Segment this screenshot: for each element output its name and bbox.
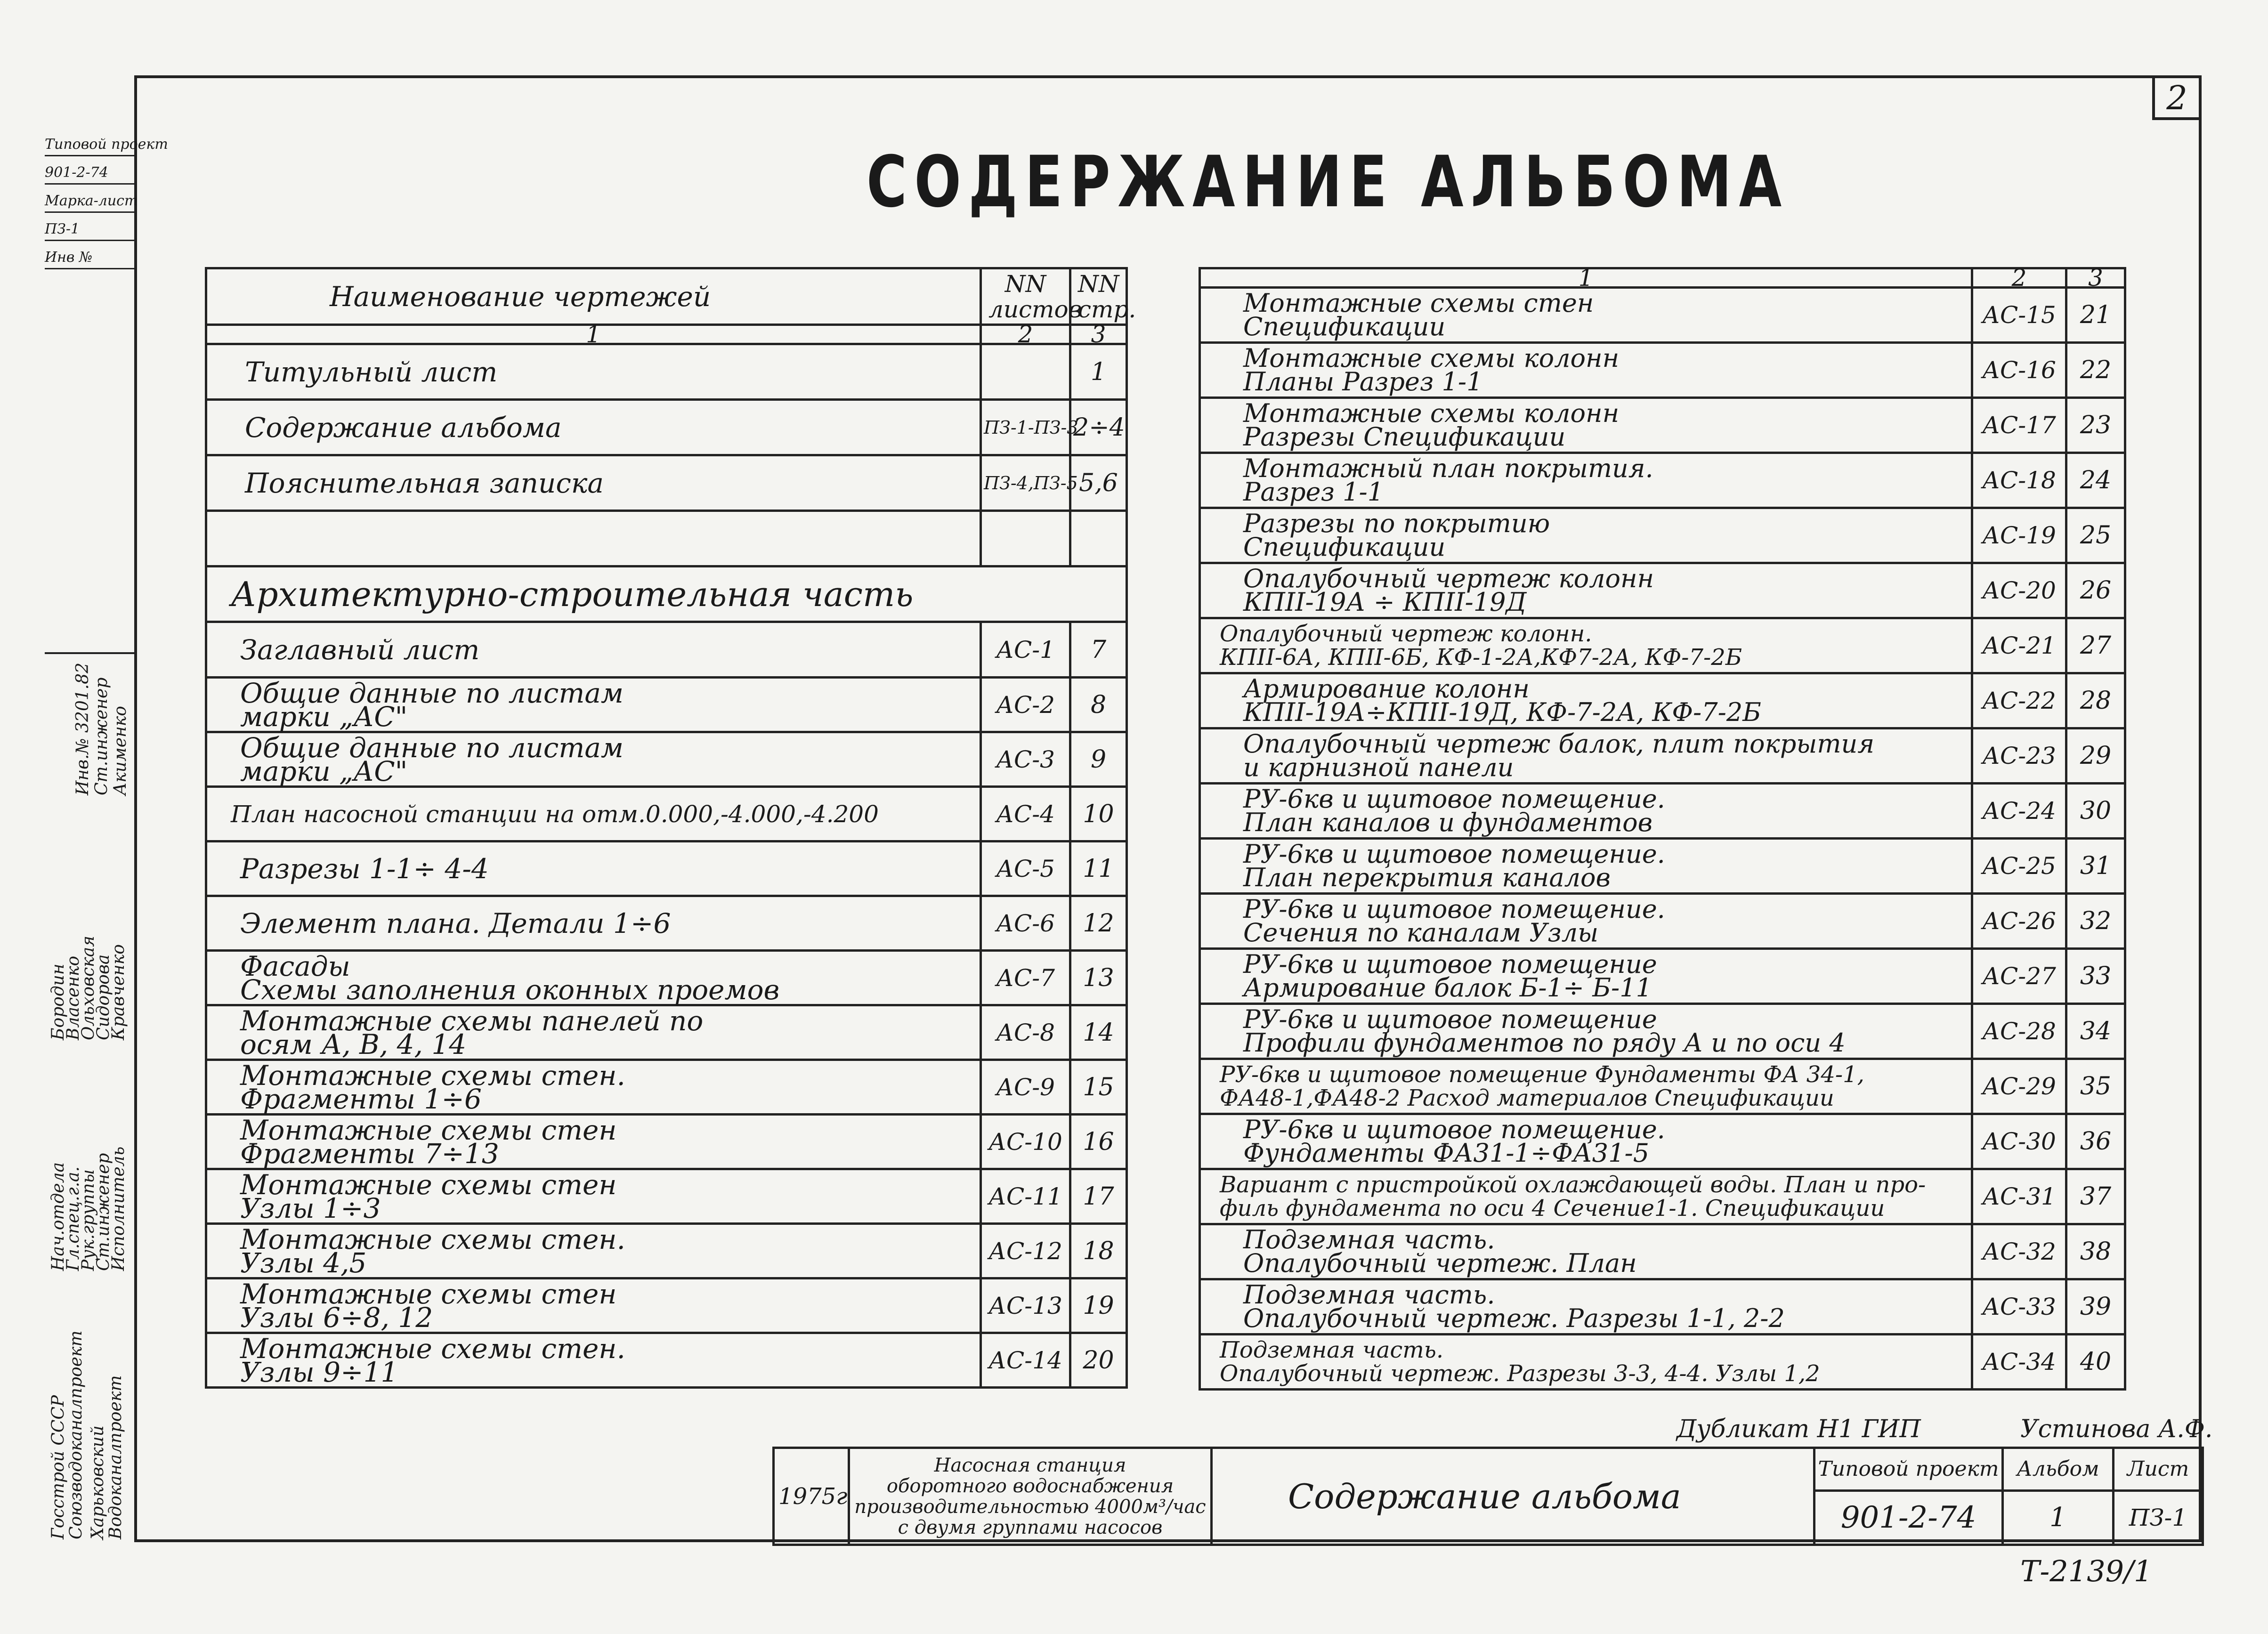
- row-name-line-2: Спецификации: [1243, 312, 1446, 341]
- table-row: [1200, 343, 2125, 398]
- row-name: Заглавный лист: [206, 622, 981, 678]
- row-page: 9: [1070, 732, 1127, 787]
- tb-list: [2114, 1448, 2203, 1545]
- row-page: 12: [1070, 896, 1127, 951]
- contents-table-right: [1199, 264, 2126, 1391]
- row-page: 24: [2066, 453, 2125, 508]
- row-name-line-1: Монтажные схемы стен.: [240, 1332, 625, 1365]
- row-name-line-2: и карнизной панели: [1243, 752, 1514, 782]
- row-name-line-2: Разрез 1-1: [1243, 477, 1384, 507]
- row-name-line-1: РУ-6кв и щитовое помещение Фундаменты ФА 34-1,: [1220, 1061, 1864, 1088]
- row-name-line-1: Опалубочный чертеж балок, плит покрытия: [1243, 729, 1875, 759]
- row-name-line-1: Монтажные схемы панелей по: [240, 1004, 704, 1037]
- org-line-2: Союзводоканалпроект: [66, 1330, 86, 1539]
- row-code: ПЗ-4,ПЗ-5: [981, 455, 1070, 511]
- row-page: 11: [1070, 841, 1127, 896]
- row-name: [206, 1278, 981, 1333]
- table-row: [1200, 618, 2125, 673]
- stamp-inv: Инв.№ 3201.82: [73, 663, 92, 795]
- row-page: 35: [2066, 1059, 2125, 1114]
- row-code: АС-33: [1972, 1279, 2066, 1335]
- row-name-line-1: Опалубочный чертеж колонн.: [1220, 621, 1592, 647]
- row-code: ПЗ-1-ПЗ-3: [981, 400, 1070, 455]
- row-name: [206, 511, 981, 566]
- row-name: [1200, 508, 1972, 563]
- row-code: АС-8: [981, 1005, 1070, 1060]
- table-row: [1200, 1114, 2125, 1169]
- table-row: [206, 1060, 1127, 1115]
- row-code: АС-1: [981, 622, 1070, 678]
- table-row: [1200, 839, 2125, 894]
- table-row: [206, 841, 1127, 896]
- row-page: 10: [1070, 787, 1127, 841]
- row-name: [1200, 1114, 1972, 1169]
- row-code: [981, 344, 1070, 400]
- tb-typ: [1814, 1448, 2003, 1545]
- org-line-4: Водоканалпроект: [106, 1375, 125, 1539]
- stamp-role: Ст.инженер: [92, 677, 111, 795]
- row-name-line-2: КПII-19А ÷ КПII-19Д: [1243, 587, 1527, 617]
- row-name: [1200, 839, 1972, 894]
- tb-desc-2: оборотного водоснабжения: [886, 1475, 1174, 1497]
- row-name-line-1: Общие данные по листам: [240, 677, 624, 709]
- row-name-line-2: Фрагменты 7÷13: [240, 1137, 499, 1170]
- row-name-line-1: Подземная часть.: [1220, 1337, 1444, 1363]
- row-name: [206, 1060, 981, 1115]
- row-code: АС-17: [1972, 398, 2066, 453]
- side-label-3: Марка-лист: [45, 191, 134, 213]
- tb-album-label: Альбом: [2004, 1449, 2112, 1492]
- row-page: 20: [1070, 1333, 1127, 1388]
- row-name-line-2: Сечения по каналам Узлы: [1243, 918, 1599, 947]
- row-name-line-1: Монтажные схемы стен: [240, 1114, 617, 1146]
- row-page: 1: [1070, 344, 1127, 400]
- row-name-line-2: Планы Разрез 1-1: [1243, 367, 1483, 396]
- row-page: 27: [2066, 618, 2125, 673]
- row-code: АС-4: [981, 787, 1070, 841]
- tb-list-label: Лист: [2114, 1449, 2202, 1492]
- row-page: 18: [1070, 1224, 1127, 1278]
- row-page: 37: [2066, 1169, 2125, 1224]
- row-name: Пояснительная записка: [206, 455, 981, 511]
- role-5: Исполнитель: [109, 1146, 128, 1271]
- tb-typ-label: Типовой проект: [1815, 1449, 2001, 1492]
- colnum-row: [1200, 268, 2125, 288]
- tb-sheet-title: Содержание альбома: [1212, 1448, 1814, 1545]
- row-name-line-1: РУ-6кв и щитовое помещение: [1243, 949, 1657, 979]
- contents-table-left: [205, 267, 1136, 1389]
- table-row: [1200, 1004, 2125, 1059]
- row-name-line-2: Схемы заполнения оконных проемов: [240, 973, 780, 1006]
- row-page: 17: [1070, 1169, 1127, 1224]
- row-code: АС-15: [1972, 288, 2066, 343]
- row-name-line-2: Фрагменты 1÷6: [240, 1083, 482, 1115]
- row-code: АС-16: [1972, 343, 2066, 398]
- row-code: АС-5: [981, 841, 1070, 896]
- row-name-line-2: Узлы 4,5: [240, 1246, 367, 1279]
- table-row: [1200, 894, 2125, 949]
- row-code: АС-21: [1972, 618, 2066, 673]
- row-name: [206, 1169, 981, 1224]
- row-code: АС-28: [1972, 1004, 2066, 1059]
- tb-album-value: 1: [2049, 1502, 2066, 1533]
- row-page: 38: [2066, 1224, 2125, 1279]
- tb-album: [2003, 1448, 2114, 1545]
- row-page: 23: [2066, 398, 2125, 453]
- table-row: [206, 896, 1127, 951]
- row-name: [1200, 563, 1972, 618]
- row-name-line-1: Монтажные схемы колонн: [1243, 398, 1620, 428]
- section-row: [206, 566, 1127, 622]
- row-name: Элемент плана. Детали 1÷6: [206, 896, 981, 951]
- row-code: АС-7: [981, 951, 1070, 1005]
- row-name-line-2: Фундаменты ФА31-1÷ФА31-5: [1243, 1138, 1650, 1168]
- table-row: [1200, 1224, 2125, 1279]
- row-name-line-2: КПII-6А, КПII-6Б, КФ-1-2А,КФ7-2А, КФ-7-2Б: [1220, 644, 1742, 671]
- tb-typ-value: 901-2-74: [1840, 1500, 1976, 1535]
- row-name-line-1: Монтажные схемы стен: [1243, 288, 1594, 318]
- row-name-line-1: РУ-6кв и щитовое помещение.: [1243, 894, 1665, 924]
- side-label-1: Типовой проект: [45, 134, 134, 156]
- row-name-line-2: марки „АС": [240, 755, 408, 787]
- row-code: АС-22: [1972, 673, 2066, 728]
- header-name: Наименование чертежей: [206, 268, 981, 325]
- row-page: 30: [2066, 784, 2125, 839]
- duplicate-note: Дубликат Н1 ГИП: [1677, 1415, 1921, 1443]
- row-name: План насосной станции на отм.0.000,-4.000,-4.200: [206, 787, 981, 841]
- row-code: АС-18: [1972, 453, 2066, 508]
- header-pages: NN стр.: [1070, 268, 1127, 325]
- name-4: Сидорова: [94, 954, 113, 1040]
- table-row: [206, 951, 1127, 1005]
- row-code: АС-14: [981, 1333, 1070, 1388]
- row-code: АС-26: [1972, 894, 2066, 949]
- table-row: [1200, 288, 2125, 343]
- row-name: [1200, 1059, 1972, 1114]
- row-code: АС-6: [981, 896, 1070, 951]
- row-name: [1200, 784, 1972, 839]
- row-page: 40: [2066, 1335, 2125, 1390]
- row-name-line-2: осям А, В, 4, 14: [240, 1028, 467, 1060]
- table-row: [1200, 728, 2125, 784]
- row-name: Содержание альбома: [206, 400, 981, 455]
- row-code: [981, 511, 1070, 566]
- row-name: [206, 732, 981, 787]
- role-2: Гл.спец.г.а.: [64, 1166, 83, 1271]
- row-name: [1200, 894, 1972, 949]
- row-page: 21: [2066, 288, 2125, 343]
- row-name-line-2: Армирование балок Б-1÷ Б-11: [1243, 973, 1652, 1003]
- row-name: [1200, 398, 1972, 453]
- table-row: [1200, 949, 2125, 1004]
- row-name-line-1: Общие данные по листам: [240, 731, 624, 764]
- row-name-line-2: Опалубочный чертеж. Разрезы 1-1, 2-2: [1243, 1303, 1785, 1333]
- duplicate-signer: Устинова А.Ф.: [2020, 1415, 2213, 1443]
- row-code: АС-31: [1972, 1169, 2066, 1224]
- row-name-line-2: Опалубочный чертеж. План: [1243, 1248, 1637, 1278]
- side-label-4: ПЗ-1: [45, 219, 134, 241]
- row-code: АС-3: [981, 732, 1070, 787]
- row-page: 32: [2066, 894, 2125, 949]
- table-row: [1200, 453, 2125, 508]
- row-page: 33: [2066, 949, 2125, 1004]
- name-3: Ольховская: [79, 936, 98, 1040]
- row-name-line-2: Профили фундаментов по ряду А и по оси 4: [1243, 1028, 1846, 1058]
- table-row: [1200, 398, 2125, 453]
- row-code: АС-34: [1972, 1335, 2066, 1390]
- table-row: [206, 622, 1127, 678]
- table-row: [1200, 673, 2125, 728]
- table-row: [1200, 1335, 2125, 1390]
- row-code: АС-32: [1972, 1224, 2066, 1279]
- table-row: [206, 732, 1127, 787]
- row-code: АС-27: [1972, 949, 2066, 1004]
- row-name-line-2: План перекрытия каналов: [1243, 863, 1611, 892]
- table-row: [206, 1224, 1127, 1278]
- name-2: Власенко: [64, 955, 83, 1040]
- table-row: [1200, 1059, 2125, 1114]
- row-page: 26: [2066, 563, 2125, 618]
- row-code: АС-11: [981, 1169, 1070, 1224]
- row-name: [1200, 288, 1972, 343]
- row-name: [1200, 949, 1972, 1004]
- colnum-1: 1: [206, 325, 981, 344]
- row-name-line-2: Опалубочный чертеж. Разрезы 3-3, 4-4. Узлы 1,2: [1220, 1360, 1820, 1387]
- row-page: 5,6: [1070, 455, 1127, 511]
- page-title: СОДЕРЖАНИЕ АЛЬБОМА: [867, 141, 1789, 223]
- row-name-line-2: КПII-19А÷КПII-19Д, КФ-7-2А, КФ-7-2Б: [1243, 697, 1761, 727]
- tb-year: 1975г: [774, 1448, 849, 1545]
- row-name: [206, 1224, 981, 1278]
- row-name-line-1: РУ-6кв и щитовое помещение.: [1243, 839, 1665, 869]
- row-name-line-2: Разрезы Спецификации: [1243, 422, 1566, 452]
- row-name-line-1: РУ-6кв и щитовое помещение: [1243, 1004, 1657, 1034]
- row-name-line-1: Монтажные схемы стен: [240, 1168, 617, 1201]
- row-name: [1200, 343, 1972, 398]
- row-page: 28: [2066, 673, 2125, 728]
- row-name: [1200, 1169, 1972, 1224]
- row-page: 15: [1070, 1060, 1127, 1115]
- row-page: 36: [2066, 1114, 2125, 1169]
- row-name-line-2: филь фундамента по оси 4 Сечение1-1. Спецификации: [1220, 1195, 1885, 1221]
- colnum-3: 3: [1070, 325, 1127, 344]
- role-4: Ст.инженер: [94, 1153, 113, 1271]
- row-page: 34: [2066, 1004, 2125, 1059]
- row-name-line-1: Армирование колонн: [1243, 674, 1530, 704]
- table-row: [1200, 508, 2125, 563]
- table-row: [206, 1278, 1127, 1333]
- table-row: [206, 678, 1127, 732]
- row-name-line-1: Монтажные схемы стен.: [240, 1059, 625, 1092]
- row-code: АС-2: [981, 678, 1070, 732]
- row-name-line-1: Подземная часть.: [1243, 1225, 1495, 1254]
- row-code: АС-23: [1972, 728, 2066, 784]
- row-name-line-1: Подземная часть.: [1243, 1280, 1495, 1310]
- row-name: [1200, 453, 1972, 508]
- row-page: 29: [2066, 728, 2125, 784]
- row-name: [1200, 1279, 1972, 1335]
- table-row: [206, 344, 1127, 400]
- row-code: АС-10: [981, 1115, 1070, 1169]
- row-name-line-1: Вариант с пристройкой охлаждающей воды. План и про-: [1220, 1172, 1926, 1198]
- colnum-1: 1: [1200, 268, 1972, 288]
- row-name: [1200, 618, 1972, 673]
- sheet-number: 2: [2152, 75, 2202, 120]
- row-name: [1200, 728, 1972, 784]
- row-name: [1200, 1335, 1972, 1390]
- row-name-line-1: Разрезы по покрытию: [1243, 509, 1550, 538]
- row-name: [206, 951, 981, 1005]
- row-code: АС-29: [1972, 1059, 2066, 1114]
- table-row: [1200, 563, 2125, 618]
- row-name-line-1: РУ-6кв и щитовое помещение.: [1243, 784, 1665, 814]
- row-name-line-2: План каналов и фундаментов: [1243, 808, 1653, 837]
- table-row: [206, 1333, 1127, 1388]
- tb-desc-1: Насосная станция: [934, 1454, 1126, 1476]
- table-row: [1200, 1169, 2125, 1224]
- stamp-name: Акименко: [111, 706, 130, 795]
- role-1: Нач.отдела: [49, 1162, 68, 1271]
- name-1: Бородин: [49, 963, 68, 1040]
- row-code: АС-19: [1972, 508, 2066, 563]
- row-name-line-1: Монтажный план покрытия.: [1243, 453, 1653, 483]
- tb-project-desc: [849, 1448, 1212, 1545]
- table-row: [206, 400, 1127, 455]
- table-row: [206, 787, 1127, 841]
- row-page: [1070, 511, 1127, 566]
- row-code: АС-30: [1972, 1114, 2066, 1169]
- row-name: [206, 1333, 981, 1388]
- role-3: Рук.группы: [79, 1169, 98, 1271]
- row-page: 22: [2066, 343, 2125, 398]
- row-name-line-1: Фасады: [240, 950, 350, 982]
- row-code: АС-24: [1972, 784, 2066, 839]
- colnum-row: [206, 325, 1127, 344]
- title-block: [772, 1447, 2189, 1544]
- header-row: [206, 268, 1127, 325]
- inventory-number: Т-2139/1: [2020, 1554, 2153, 1588]
- row-page: 13: [1070, 951, 1127, 1005]
- row-name-line-1: Монтажные схемы колонн: [1243, 343, 1620, 373]
- colnum-2: 2: [1972, 268, 2066, 288]
- row-name-line-1: РУ-6кв и щитовое помещение.: [1243, 1115, 1665, 1144]
- org-line-3: Харьковский: [88, 1425, 107, 1539]
- header-sheets: NN листов: [981, 268, 1070, 325]
- row-code: АС-12: [981, 1224, 1070, 1278]
- tb-list-value: ПЗ-1: [2129, 1504, 2187, 1531]
- row-code: АС-13: [981, 1278, 1070, 1333]
- colnum-3: 3: [2066, 268, 2125, 288]
- row-page: 7: [1070, 622, 1127, 678]
- table-row: [1200, 784, 2125, 839]
- row-name-line-2: марки „АС": [240, 700, 408, 733]
- row-page: 8: [1070, 678, 1127, 732]
- row-name: [1200, 673, 1972, 728]
- table-row: [1200, 1279, 2125, 1335]
- row-name-line-1: Опалубочный чертеж колонн: [1243, 564, 1654, 593]
- row-page: 14: [1070, 1005, 1127, 1060]
- row-page: 19: [1070, 1278, 1127, 1333]
- row-name-line-2: ФА48-1,ФА48-2 Расход материалов Спецификации: [1220, 1085, 1834, 1111]
- row-page: 39: [2066, 1279, 2125, 1335]
- tb-desc-4: с двумя группами насосов: [898, 1516, 1163, 1538]
- row-name: Разрезы 1-1÷ 4-4: [206, 841, 981, 896]
- row-name-line-2: Спецификации: [1243, 532, 1446, 562]
- row-code: АС-25: [1972, 839, 2066, 894]
- side-label-5: Инв №: [45, 247, 134, 269]
- row-name-line-2: Узлы 1÷3: [240, 1192, 381, 1224]
- table-row: [206, 511, 1127, 566]
- row-name: [1200, 1224, 1972, 1279]
- table-row: [206, 1005, 1127, 1060]
- table-row: [206, 455, 1127, 511]
- row-page: 31: [2066, 839, 2125, 894]
- row-page: 16: [1070, 1115, 1127, 1169]
- table-row: [206, 1115, 1127, 1169]
- org-line-1: Госстрой СССР: [49, 1395, 68, 1539]
- row-name-line-1: Монтажные схемы стен.: [240, 1223, 625, 1255]
- row-name: [206, 678, 981, 732]
- row-name-line-2: Узлы 9÷11: [240, 1356, 398, 1388]
- row-page: 25: [2066, 508, 2125, 563]
- row-name-line-1: Монтажные схемы стен: [240, 1278, 617, 1310]
- colnum-2: 2: [981, 325, 1070, 344]
- row-code: АС-9: [981, 1060, 1070, 1115]
- side-label-2: 901-2-74: [45, 162, 134, 185]
- row-name: [1200, 1004, 1972, 1059]
- row-name-line-2: Узлы 6÷8, 12: [240, 1301, 433, 1334]
- row-code: АС-20: [1972, 563, 2066, 618]
- table-row: [206, 1169, 1127, 1224]
- row-name: Титульный лист: [206, 344, 981, 400]
- row-name: [206, 1115, 981, 1169]
- name-5: Кравченко: [109, 944, 128, 1040]
- row-name: [206, 1005, 981, 1060]
- tb-desc-3: производительностью 4000м³/час: [854, 1496, 1206, 1518]
- side-stamp: [45, 652, 134, 1544]
- row-page: 2÷4: [1070, 400, 1127, 455]
- section-heading: Архитектурно-строительная часть: [206, 566, 1127, 622]
